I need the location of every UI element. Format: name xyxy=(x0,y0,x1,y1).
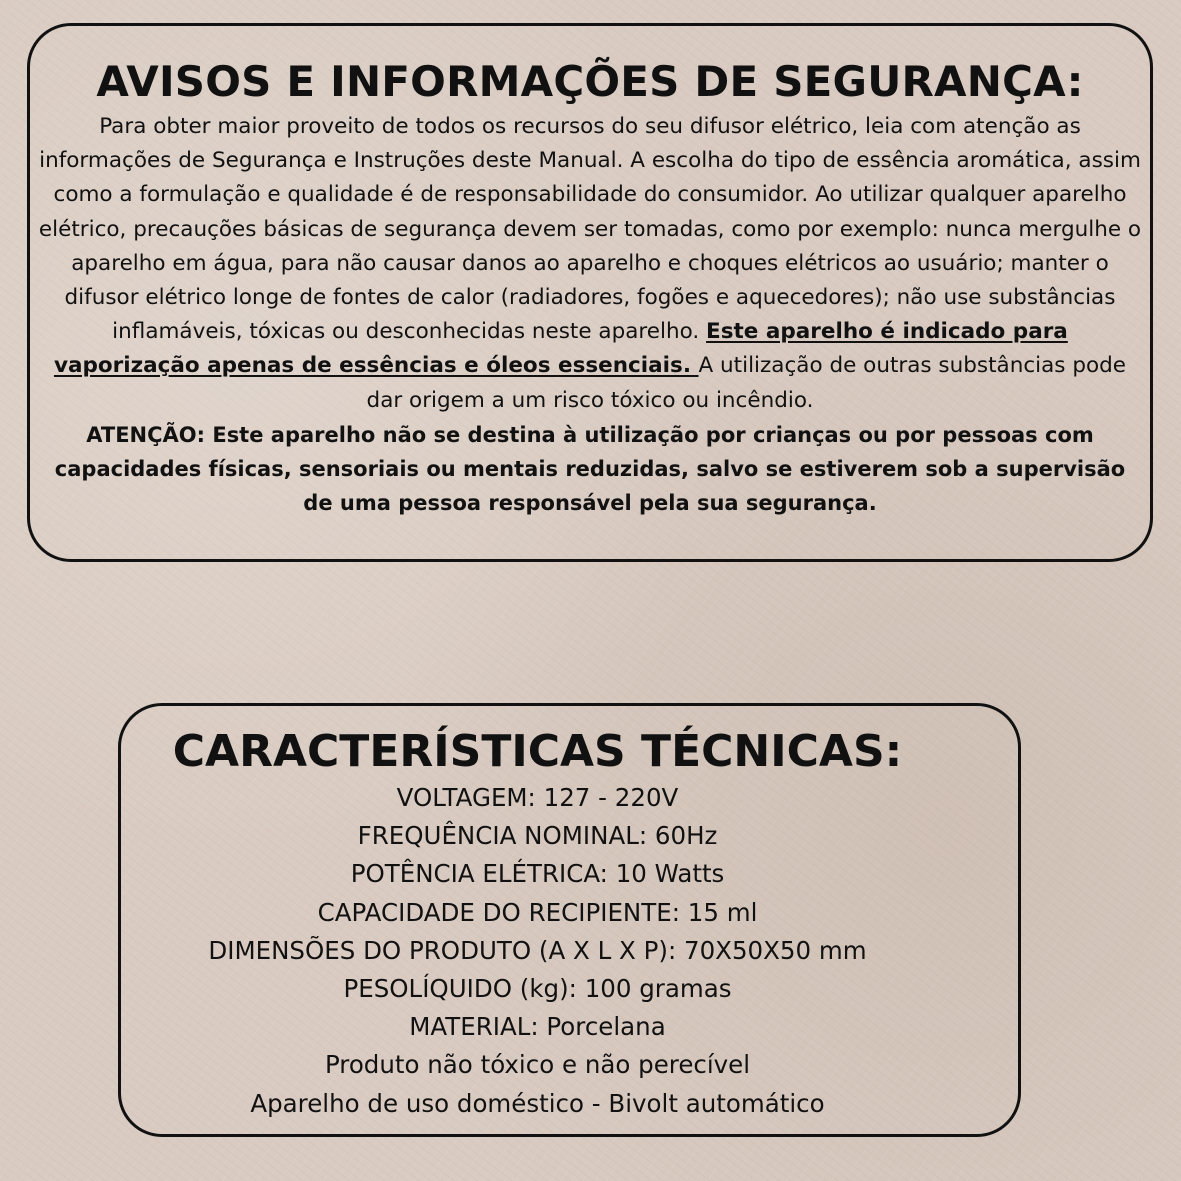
spec-net-weight: PESOLÍQUIDO (kg): 100 gramas xyxy=(343,974,732,1004)
spec-capacity: CAPACIDADE DO RECIPIENTE: 15 ml xyxy=(317,897,758,927)
safety-info-panel xyxy=(27,23,1153,562)
spec-frequency: FREQUÊNCIA NOMINAL: 60Hz xyxy=(357,821,718,851)
safety-emphasis-text: Este aparelho é indicado para vaporização apenas de essências e óleos essenciais. xyxy=(53,319,1068,379)
spec-power: POTÊNCIA ELÉTRICA: 10 Watts xyxy=(350,859,725,889)
safety-intro-text: Para obter maior proveito de todos os recursos do seu difusor elétrico, leia com atenção as informações de Segurança e Instruções deste Manual. A escolha do tipo de essência aromática, assim como a formulação e qualidade é de responsabilidade do consumidor. Ao utilizar qualquer aparelho elétrico, precauções básicas de segurança devem ser tomadas, como por exemplo: nunca mergulhe o aparelho em água, para não causar danos ao aparelho e choques elétricos ao usuário; manter o difusor elétrico longe de fontes de calor (radiadores, fogões e aquecedores); não use substâncias inflamáveis, tóxicas ou desconhecidas neste aparelho. xyxy=(38,114,1142,345)
spec-material: MATERIAL: Porcelana xyxy=(409,1012,666,1042)
technical-specs-panel xyxy=(118,703,1021,1137)
safety-end-text: A utilização de outras substâncias pode dar origem a um risco tóxico ou incêndio. xyxy=(366,353,1127,413)
safety-paragraph xyxy=(38,110,1142,418)
safety-title: AVISOS E INFORMAÇÕES DE SEGURANÇA: xyxy=(96,57,1084,106)
spec-voltage: VOLTAGEM: 127 - 220V xyxy=(396,783,679,812)
spec-domestic-use: Aparelho de uso doméstico - Bivolt automático xyxy=(250,1088,825,1118)
specs-list xyxy=(131,779,944,1123)
safety-warning: ATENÇÃO: Este aparelho não se destina à utilização por crianças ou por pessoas com capacidades físicas, sensoriais ou mentais reduzidas, salvo se estiverem sob a supervisão de uma pessoa responsável pela sua segurança. xyxy=(54,422,1126,516)
specs-title: CARACTERÍSTICAS TÉCNICAS: xyxy=(172,726,903,777)
spec-dimensions: DIMENSÕES DO PRODUTO (A X L X P): 70X50X50 mm xyxy=(208,935,867,965)
spec-non-toxic: Produto não tóxico e não perecível xyxy=(324,1050,751,1080)
